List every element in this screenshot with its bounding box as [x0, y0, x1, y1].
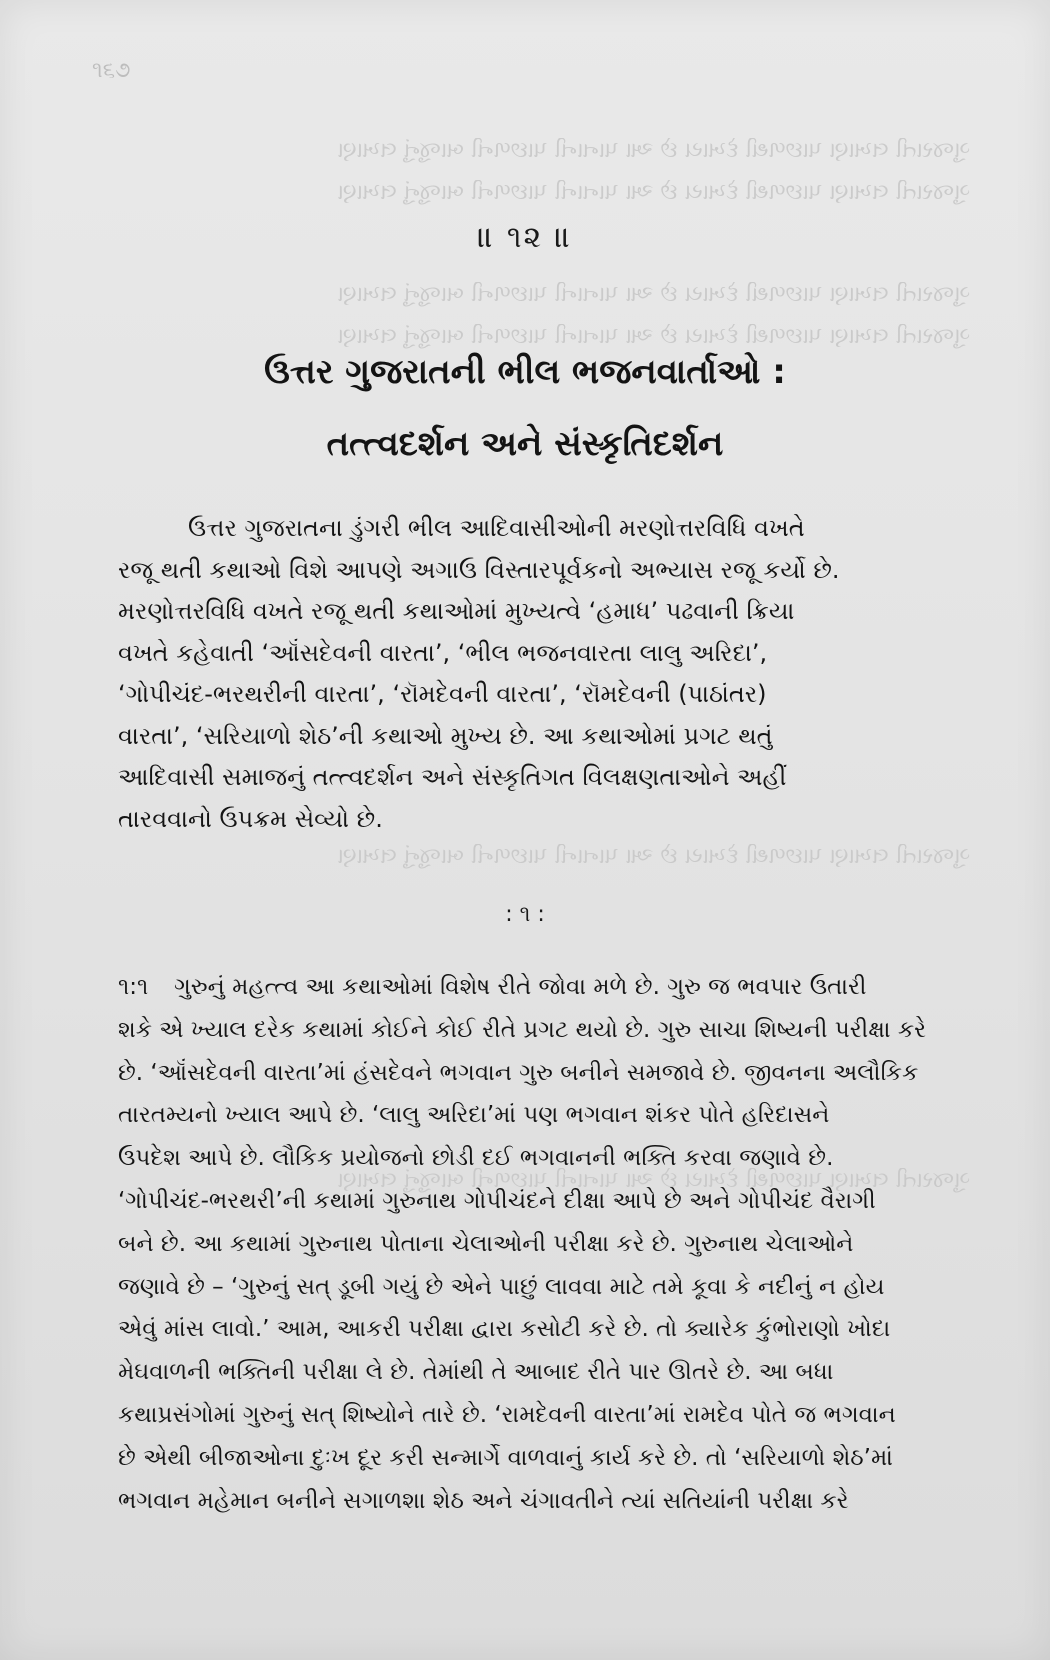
body-line: એવું માંસ લાવો.’ આમ, આકરી પરીક્ષા દ્વારા કસોટી કરે છે. તો ક્યારેક કુંભોરાણો ખોદા: [118, 1316, 891, 1343]
paragraph-number: ૧:૧: [118, 974, 149, 1000]
body-line: છે એથી બીજાઓના દુઃખ દૂર કરી સન્માર્ગે વાળવાનું કાર્ય કરે છે. તો ‘સરિયાળો શેઠ’માં: [118, 1444, 893, 1471]
body-line: ભગવાન મહેમાન બનીને સગાળશા શેઠ અને ચંગાવતીને ત્યાં સતિયાંની પરીક્ષા કરે: [118, 1487, 849, 1514]
intro-line: તારવવાનો ઉપક્રમ સેવ્યો છે.: [118, 804, 383, 833]
intro-line: મરણોત્તરવિધિ વખતે રજૂ થતી કથાઓમાં મુખ્યત્વે ‘હમાધ’ પઢવાની ક્રિયા: [118, 597, 795, 625]
body-line: જણાવે છે – ‘ગુરુનું સત્ ડૂબી ગયું છે એને પાછું લાવવા માટે તમે કૂવા કે નદીનું ન હોય: [118, 1273, 885, 1300]
body-line: છે. ‘ઑંસદેવની વારતા’માં હંસદેવને ભગવાન ગુરુ બનીને સમજાવે છે. જીવનના અલૌકિક: [118, 1059, 919, 1086]
ghost-line: ગુજરાતી લખાણ પાછળથી દેખાય છે આ પાનાની પાછળની બાજુનું લખાણ: [337, 844, 970, 869]
body-line: ‘ગોપીચંદ-ભરથરી’ની કથામાં ગુરુનાથ ગોપીચંદને દીક્ષા આપે છે અને ગોપીચંદ વૈરાગી: [118, 1187, 876, 1214]
intro-line: વારતા’, ‘સરિયાળો શેઠ’ની કથાઓ મુખ્ય છે. આ કથાઓમાં પ્રગટ થતું: [118, 721, 773, 750]
section-paragraph: [118, 966, 966, 1522]
chapter-number: ॥ ૧૨ ॥: [477, 220, 573, 255]
ghost-line: ગુજરાતી લખાણ પાછળથી દેખાય છે આ પાનાની પાછળની બાજુનું લખાણ: [337, 282, 970, 307]
intro-paragraph: [118, 508, 966, 840]
body-line: મેઘવાળની ભક્તિની પરીક્ષા લે છે. તેમાંથી તે આબાદ રીતે પાર ઊતરે છે. આ બધા: [118, 1359, 834, 1386]
intro-line: ‘ગોપીચંદ-ભરથરીની વારતા’, ‘રૉમદેવની વારતા’, ‘રૉમદેવની (પાઠાંતર): [118, 680, 767, 708]
intro-line: વખતે કહેવાતી ‘ઑંસદેવની વારતા’, ‘ભીલ ભજનવારતા લાલુ અરિદા’,: [118, 638, 768, 667]
body-line: ૧:૧ ગુરુનું મહત્ત્વ આ કથાઓમાં વિશેષ રીતે જોવા મળે છે. ગુરુ જ ભવપાર ઉતારી: [118, 966, 966, 1009]
chapter-title-line-1: ઉત્તર ગુજરાતની ભીલ ભજનવાર્તાઓ :: [264, 352, 786, 392]
body-line: શકે એ ખ્યાલ દરેક કથામાં કોઈને કોઈ રીતે પ્રગટ થયો છે. ગુરુ સાચા શિષ્યની પરીક્ષા કરે: [118, 1016, 926, 1043]
ghost-line: ગુજરાતી લખાણ પાછળથી દેખાય છે આ પાનાની પાછળની બાજુનું લખાણ: [337, 180, 970, 205]
page-number: ૧૬૭: [92, 58, 131, 83]
body-line: બને છે. આ કથામાં ગુરુનાથ પોતાના ચેલાઓની પરીક્ષા કરે છે. ગુરુનાથ ચેલાઓને: [118, 1230, 854, 1257]
ghost-line: ગુજરાતી લખાણ પાછળથી દેખાય છે આ પાનાની પાછળની બાજુનું લખાણ: [337, 1168, 970, 1193]
chapter-title-line-2: તત્ત્વદર્શન અને સંસ્કૃતિદર્શન: [326, 424, 724, 464]
ghost-line: ગુજરાતી લખાણ પાછળથી દેખાય છે આ પાનાની પાછળની બાજુનું લખાણ: [337, 324, 970, 349]
body-line: કથાપ્રસંગોમાં ગુરુનું સત્ શિષ્યોને તારે છે. ‘રામદેવની વારતા’માં રામદેવ પોતે જ ભગવાન: [118, 1401, 896, 1428]
intro-line: રજૂ થતી કથાઓ વિશે આપણે અગાઉ વિસ્તારપૂર્વકનો અભ્યાસ રજૂ કર્યો છે.: [118, 555, 840, 584]
intro-line: આદિવાસી સમાજનું તત્ત્વદર્શન અને સંસ્કૃતિગત વિલક્ષણતાઓને અહીં: [118, 763, 787, 791]
intro-line: ઉત્તર ગુજરાતના ડુંગરી ભીલ આદિવાસીઓની મરણોત્તરવિધિ વખતે: [188, 514, 805, 542]
body-line: તારતમ્યનો ખ્યાલ આપે છે. ‘લાલુ અરિદા’માં પણ ભગવાન શંકર પોતે હરિદાસને: [118, 1102, 830, 1129]
section-marker: : ૧ :: [505, 902, 545, 927]
body-line: ઉપદેશ આપે છે. લૌકિક પ્રયોજનો છોડી દઈ ભગવાનની ભક્તિ કરવા જણાવે છે.: [118, 1145, 834, 1172]
ghost-line: ગુજરાતી લખાણ પાછળથી દેખાય છે આ પાનાની પાછળની બાજુનું લખાણ: [337, 138, 970, 163]
